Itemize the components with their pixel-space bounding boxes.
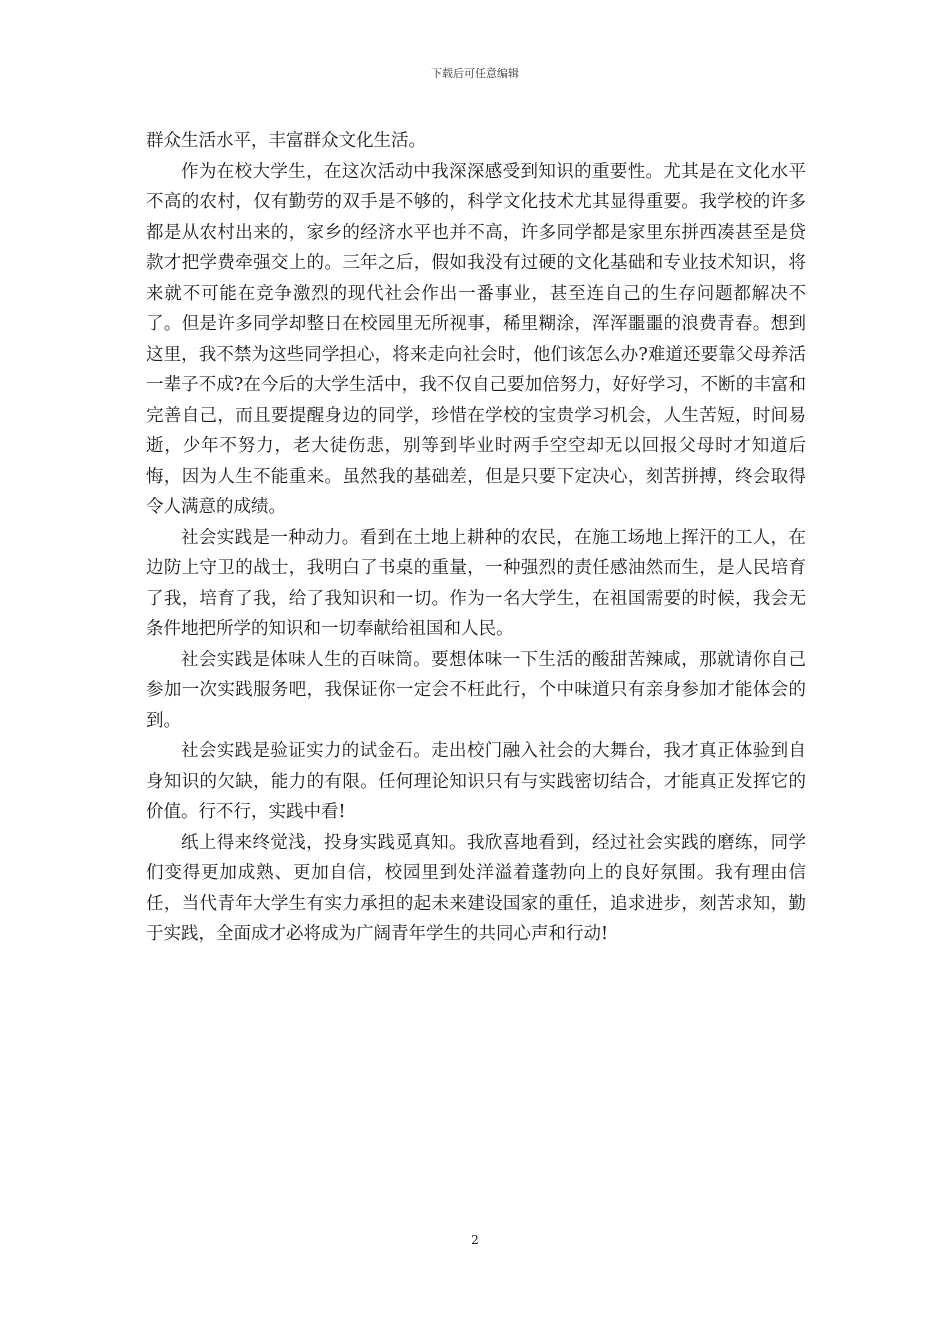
- paragraph-touchstone: 社会实践是验证实力的试金石。走出校门融入社会的大舞台，我才真正体验到自身知识的欠缺，能力的有限。任何理论知识只有与实践密切结合，才能真正发挥它的价值。行不行，实践中看!: [146, 741, 806, 822]
- page-number: 2: [471, 1233, 479, 1247]
- body-text: [146, 126, 806, 950]
- paragraph-conclusion: 纸上得来终觉浅，投身实践觅真知。我欣喜地看到，经过社会实践的磨练，同学们变得更加成熟、更加自信，校园里到处洋溢着蓬勃向上的良好氛围。我有理由信任，当代青年大学生有实力承担的起未来建设国家的重任，追求进步，刻苦求知，勤于实践，全面成才必将成为广阔青年学生的共同心声和行动!: [146, 832, 806, 944]
- paragraph-continuation: 群众生活水平，丰富群众文化生活。: [146, 131, 426, 151]
- page-header: 下载后可任意编辑: [431, 67, 519, 80]
- paragraph-life-flavors: 社会实践是体味人生的百味筒。要想体味一下生活的酸甜苦辣咸，那就请你自己参加一次实践服务吧，我保证你一定会不枉此行，个中味道只有亲身参加才能体会的到。: [146, 649, 806, 731]
- paragraph-motivation: 社会实践是一种动力。看到在土地上耕种的农民，在施工场地上挥汗的工人，在边防上守卫的战士，我明白了书桌的重量，一种强烈的责任感油然而生，是人民培育了我，培育了我，给了我知识和一切。作为一名大学生，在祖国需要的时候，我会无条件地把所学的知识和一切奉献给祖国和人民。: [146, 527, 806, 639]
- paragraph-knowledge: 作为在校大学生，在这次活动中我深深感受到知识的重要性。尤其是在文化水平不高的农村，仅有勤劳的双手是不够的，科学文化技术尤其显得重要。我学校的许多都是从农村出来的，家乡的经济水平也并不高，许多同学都是家里东拼西凑甚至是贷款才把学费牵强交上的。三年之后，假如我没有过硬的文化基础和专业技术知识，将来就不可能在竞争激烈的现代社会作出一番事业，甚至连自己的生存问题都解决不了。但是许多同学却整日在校园里无所视事，稀里糊涂，浑浑噩噩的浪费青春。想到这里，我不禁为这些同学担心，将来走向社会时，他们该怎么办?难道还要靠父母养活一辈子不成?在今后的大学生活中，我不仅自己要加倍努力，好好学习，不断的丰富和完善自己，而且要提醒身边的同学，珍惜在学校的宝贵学习机会，人生苦短，时间易逝，少年不努力，老大徒伤悲，别等到毕业时两手空空却无以回报父母时才知道后悔，因为人生不能重来。虽然我的基础差，但是只要下定决心，刻苦拼搏，终会取得令人满意的成绩。: [146, 161, 806, 517]
